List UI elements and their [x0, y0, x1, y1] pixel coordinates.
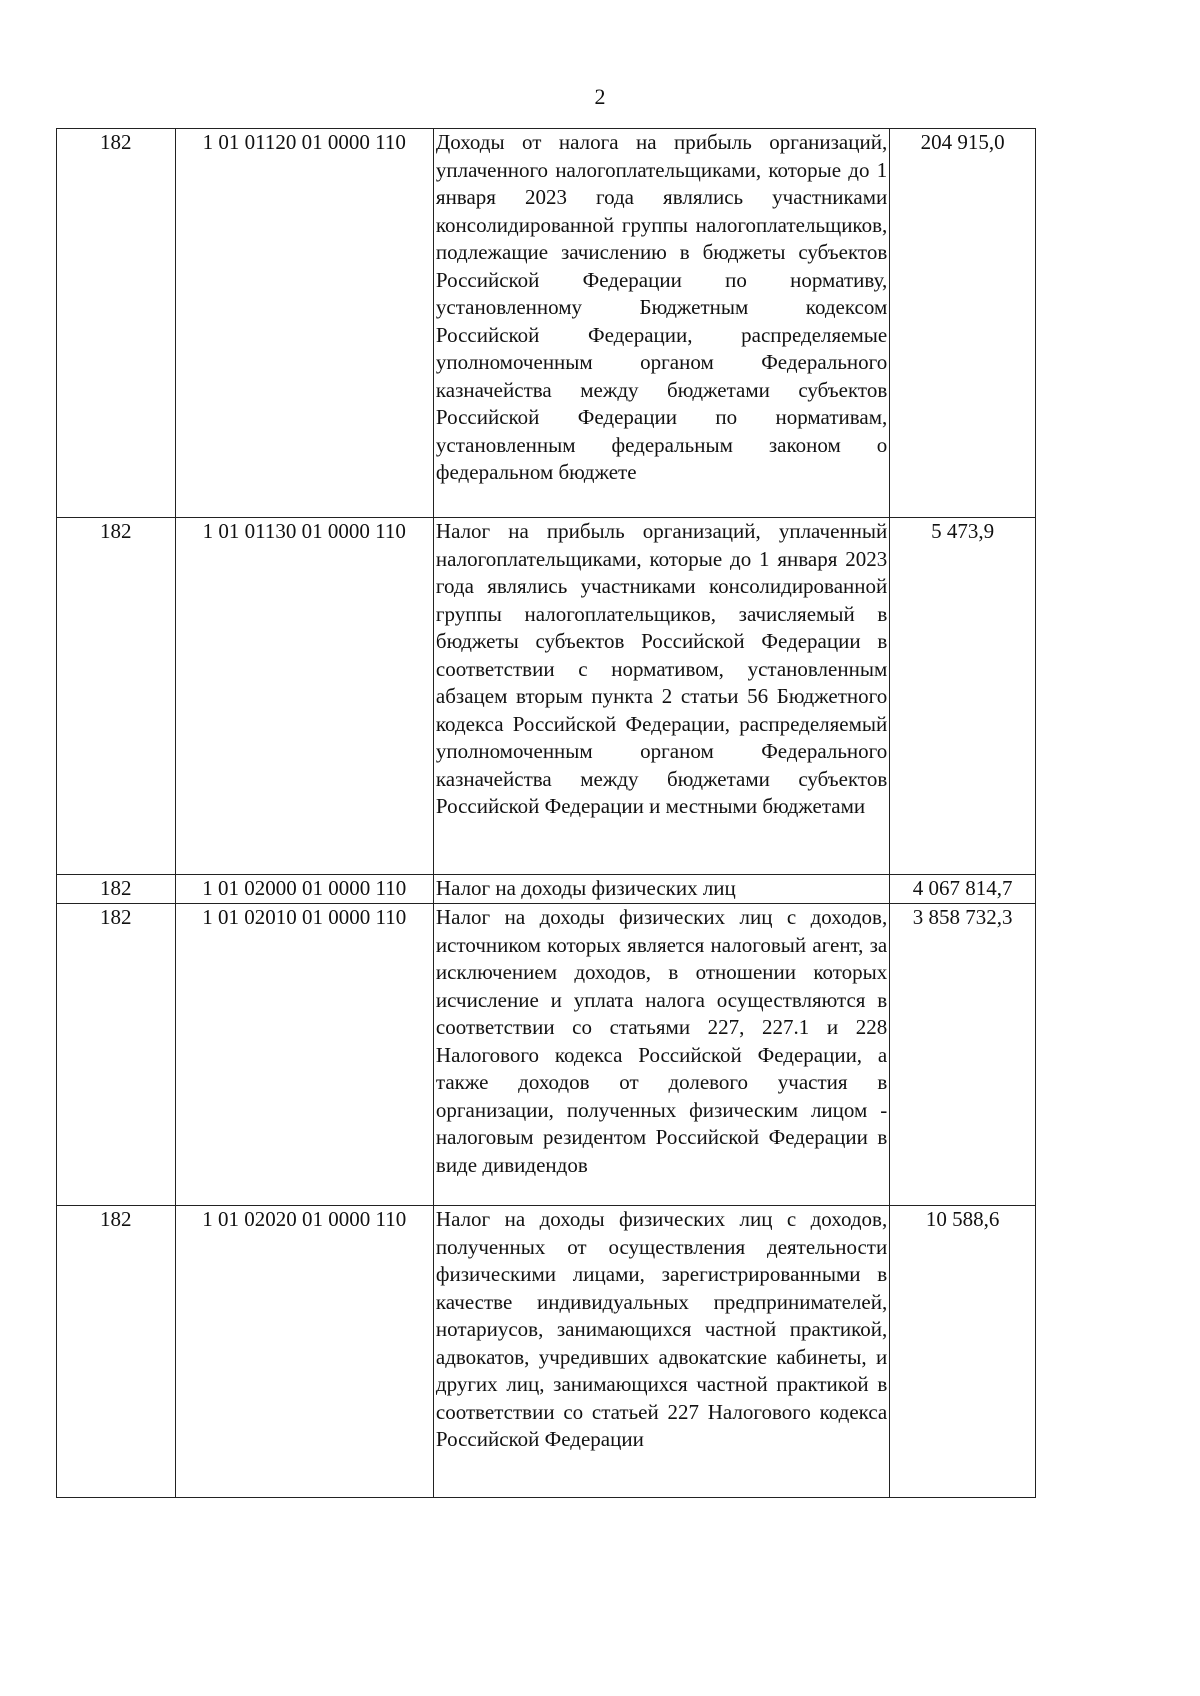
admin-code-cell: 182	[57, 904, 176, 1206]
budget-code-cell: 1 01 02020 01 0000 110	[175, 1206, 433, 1498]
amount-cell: 10 588,6	[890, 1206, 1036, 1498]
amount-cell: 4 067 814,7	[890, 875, 1036, 904]
admin-code-cell: 182	[57, 875, 176, 904]
page-number: 2	[594, 84, 606, 109]
budget-code-cell: 1 01 01130 01 0000 110	[175, 518, 433, 875]
revenue-table	[56, 128, 1036, 1498]
budget-code-cell: 1 01 02000 01 0000 110	[175, 875, 433, 904]
revenue-name-cell: Налог на прибыль организаций, уплаченный налогоплательщиками, которые до 1 января 2023 года являлись участниками консолидированной группы налогоплательщиков, зачисляемый в бюджеты субъектов Российской Федерации в соответствии с нормативом, установленным абзацем вторым пункта 2 статьи 56 Бюджетного кодекса Российской Федерации, распределяемый уполномоченным органом Федерального казначейства между бюджетами субъектов Российской Федерации и местными бюджетами	[433, 518, 889, 875]
table-row	[57, 1206, 1036, 1498]
amount-cell: 5 473,9	[890, 518, 1036, 875]
table-row	[57, 875, 1036, 904]
admin-code-cell: 182	[57, 129, 176, 518]
admin-code-cell: 182	[57, 1206, 176, 1498]
amount-cell: 3 858 732,3	[890, 904, 1036, 1206]
budget-code-cell: 1 01 02010 01 0000 110	[175, 904, 433, 1206]
admin-code-cell: 182	[57, 518, 176, 875]
revenue-name-cell: Налог на доходы физических лиц	[433, 875, 889, 904]
revenue-name-cell: Налог на доходы физических лиц с доходов, полученных от осуществления деятельности физическими лицами, зарегистрированными в качестве индивидуальных предпринимателей, нотариусов, занимающихся частной практикой, адвокатов, учредивших адвокатские кабинеты, и других лиц, занимающихся частной практикой в соответствии со статьей 227 Налогового кодекса Российской Федерации	[433, 1206, 889, 1498]
revenue-name-cell: Доходы от налога на прибыль организаций, уплаченного налогоплательщиками, которые до 1 января 2023 года являлись участниками консолидированной группы налогоплательщиков, подлежащие зачислению в бюджеты субъектов Российской Федерации по нормативу, установленному Бюджетным кодексом Российской Федерации, распределяемые уполномоченным органом Федерального казначейства между бюджетами субъектов Российской Федерации по нормативам, установленным федеральным законом о федеральном бюджете	[433, 129, 889, 518]
table-row	[57, 129, 1036, 518]
revenue-name-cell: Налог на доходы физических лиц с доходов, источником которых является налоговый агент, за исключением доходов, в отношении которых исчисление и уплата налога осуществляются в соответствии со статьями 227, 227.1 и 228 Налогового кодекса Российской Федерации, а также доходов от долевого участия в организации, полученных физическим лицом - налоговым резидентом Российской Федерации в виде дивидендов	[433, 904, 889, 1206]
amount-cell: 204 915,0	[890, 129, 1036, 518]
budget-code-cell: 1 01 01120 01 0000 110	[175, 129, 433, 518]
table-row	[57, 518, 1036, 875]
table-row	[57, 904, 1036, 1206]
